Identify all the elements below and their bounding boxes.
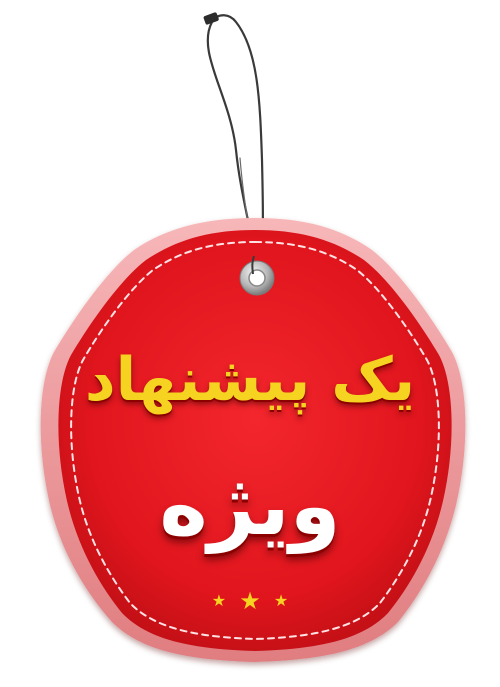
star-icon: ★ bbox=[273, 590, 289, 610]
star-icon: ★ bbox=[211, 590, 227, 610]
special-headline: ویژه bbox=[159, 459, 341, 554]
offer-headline: یک پیشنهاد bbox=[84, 345, 416, 415]
star-icon: ★ bbox=[239, 586, 261, 615]
star-row bbox=[0, 585, 500, 616]
